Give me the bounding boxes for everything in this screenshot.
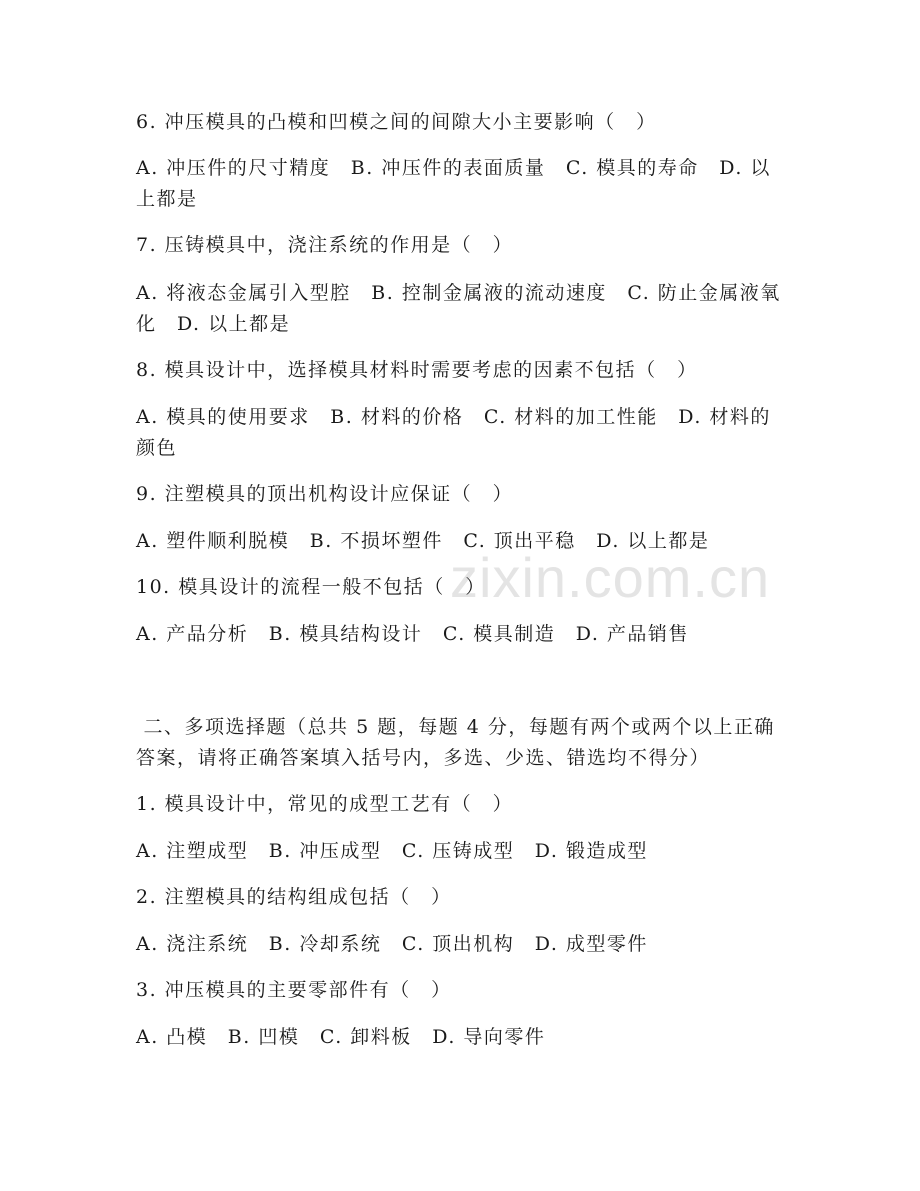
mc-question-2-options: A. 浇注系统 B. 冷却系统 C. 顶出机构 D. 成型零件 xyxy=(136,933,648,955)
question-10-options: A. 产品分析 B. 模具结构设计 C. 模具制造 D. 产品销售 xyxy=(136,623,689,645)
question-9-options: A. 塑件顺利脱模 B. 不损坏塑件 C. 顶出平稳 D. 以上都是 xyxy=(136,530,710,552)
question-8-stem: 8. 模具设计中，选择模具材料时需要考虑的因素不包括（ ） xyxy=(136,359,698,381)
watermark: zixin.com.cn xyxy=(450,546,771,609)
question-7-options: A. 将液态金属引入型腔 B. 控制金属液的流动速度 C. 防止金属液氧化 D. 以上都是 xyxy=(136,282,781,335)
question-10-stem: 10. 模具设计的流程一般不包括（ ） xyxy=(136,576,486,598)
section-heading-multiple-choice: 二、多项选择题（总共 5 题，每题 4 分，每题有两个或两个以上正确答案，请将正确答案填入括号内，多选、少选、错选均不得分） xyxy=(136,716,775,769)
question-6-options: A. 冲压件的尺寸精度 B. 冲压件的表面质量 C. 模具的寿命 D. 以上都是 xyxy=(136,157,771,210)
mc-question-3-stem: 3. 冲压模具的主要零部件有（ ） xyxy=(136,979,452,1001)
mc-question-2-stem: 2. 注塑模具的结构组成包括（ ） xyxy=(136,886,452,908)
mc-question-1-stem: 1. 模具设计中，常见的成型工艺有（ ） xyxy=(136,793,514,815)
question-7-stem: 7. 压铸模具中，浇注系统的作用是（ ） xyxy=(136,234,514,256)
question-8-options: A. 模具的使用要求 B. 材料的价格 C. 材料的加工性能 D. 材料的颜色 xyxy=(136,406,771,459)
question-9-stem: 9. 注塑模具的顶出机构设计应保证（ ） xyxy=(136,483,514,505)
mc-question-1-options: A. 注塑成型 B. 冲压成型 C. 压铸成型 D. 锻造成型 xyxy=(136,840,648,862)
question-6-stem: 6. 冲压模具的凸模和凹模之间的间隙大小主要影响（ ） xyxy=(136,111,657,133)
mc-question-3-options: A. 凸模 B. 凹模 C. 卸料板 D. 导向零件 xyxy=(136,1026,546,1048)
